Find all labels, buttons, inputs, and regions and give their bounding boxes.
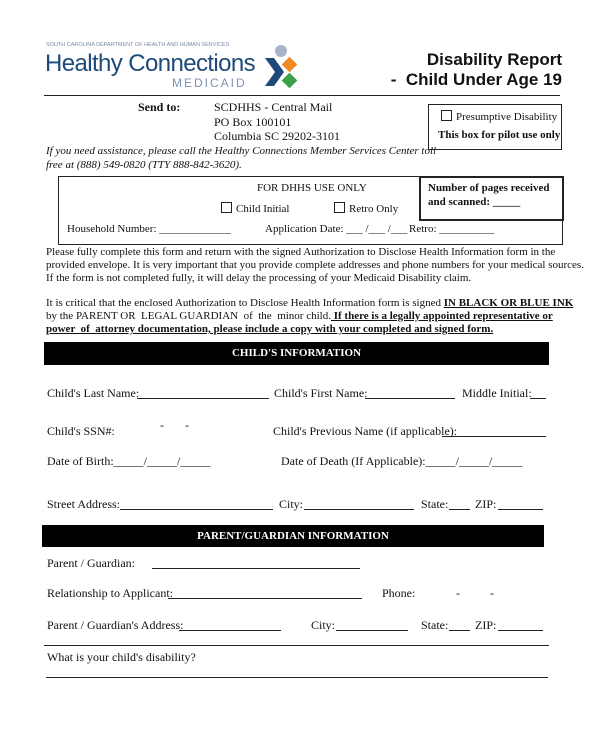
checkbox-icon [334,202,345,213]
retro-only-checkbox[interactable] [334,202,398,215]
city-field[interactable] [336,630,408,631]
child-initial-checkbox[interactable] [221,202,289,215]
dhhs-use-box [58,176,563,245]
zip-label: ZIP: [475,618,497,632]
zip-field[interactable] [498,630,543,631]
checkbox-label: Child Initial [236,203,290,215]
ink-instructions [46,297,573,309]
retro-field[interactable]: Retro: __________ [409,223,495,235]
parent-address-field[interactable] [179,630,281,631]
checkbox-label: Retro Only [349,203,399,215]
previous-name-field[interactable] [442,436,546,437]
date-of-birth-field[interactable]: Date of Birth:_____/_____/_____ [47,454,211,468]
pilot-note: This box for pilot use only [438,129,561,141]
checkbox-label: Presumptive Disability [456,111,558,123]
text: by the PARENT OR LEGAL GUARDIAN of the minor child. [46,310,331,322]
instructions-text: Please fully complete this form and return with the signed Authorization to Disclose Health Information form in the [46,246,556,258]
city-label: City: [311,618,336,632]
street-address-label: Street Address: [47,497,120,511]
middle-initial-field[interactable] [530,398,546,399]
logo-sub: MEDICAID [172,76,247,90]
state-label: State: [421,618,449,632]
zip-field[interactable] [498,509,543,510]
childs-last-name-field[interactable] [137,398,269,399]
logo-name: Healthy Connections [45,50,256,77]
relationship-label: Relationship to Applicant: [47,586,173,600]
instructions-text: If the form is not completed fully, it will delay the processing of your Medicaid Disability claim. [46,272,472,284]
phone-label: Phone: [382,586,416,600]
divider [44,95,560,96]
relationship-field[interactable] [168,598,362,599]
childs-ssn-label: Child's SSN#: [47,424,115,438]
parent-guardian-label: Parent / Guardian: [47,556,135,570]
ssn-field[interactable]: - - [160,418,189,432]
pages-field[interactable]: and scanned: _____ [428,196,521,208]
pilot-box [428,104,562,150]
pages-box [419,176,564,221]
street-address-field[interactable] [120,509,273,510]
divider [44,645,549,646]
assistance-text: free at (888) 549-0820 (TTY 888-842-3620). [46,159,242,171]
middle-initial-label: Middle Initial: [462,386,532,400]
disability-question: What is your child's disability? [47,650,196,664]
date-of-death-field[interactable]: Date of Death (If Applicable):_____/_____/_____ [281,454,523,468]
childs-first-name-field[interactable] [365,398,455,399]
emphasis: IN BLACK OR BLUE INK [443,297,574,309]
guardian-instructions [46,310,553,322]
city-label: City: [279,497,304,511]
agency-name: SOUTH CAROLINA DEPARTMENT OF HEALTH AND HUMAN SERVICES [46,42,230,48]
address-line: PO Box 100101 [214,115,292,129]
parent-guardian-header: PARENT/GUARDIAN INFORMATION [42,525,544,547]
previous-name-label: Child's Previous Name (if applicable): [273,424,458,438]
phone-field[interactable]: - - [456,586,494,600]
poa-instructions: power of attorney documentation, please include a copy with your completed and signed form. [46,323,494,335]
presumptive-disability-checkbox[interactable] [441,110,557,123]
childs-information-header: CHILD'S INFORMATION [44,342,549,365]
zip-label: ZIP: [475,497,497,511]
checkbox-icon [221,202,232,213]
parent-guardian-field[interactable] [152,568,360,569]
send-to-label: Send to: [138,100,181,114]
state-label: State: [421,497,449,511]
state-field[interactable] [449,630,470,631]
title-line-1: Disability Report [426,50,562,69]
pages-label: Number of pages received [428,182,550,194]
disability-answer-field[interactable] [46,677,548,678]
dhhs-title: FOR DHHS USE ONLY [257,182,367,194]
checkbox-icon [441,110,452,121]
city-field[interactable] [304,509,414,510]
address-line: SCDHHS - Central Mail [214,100,333,114]
parent-address-label: Parent / Guardian's Address: [47,618,184,632]
childs-last-name-label: Child's Last Name: [47,386,140,400]
logo-mark-icon [262,44,300,90]
address-line: Columbia SC 29202-3101 [214,129,341,143]
instructions-text: provided envelope. It is very important that you provide complete addresses and phone numbers for your medical sources. [46,259,584,271]
household-number-field[interactable]: Household Number: _____________ [67,223,231,235]
title-line-2: - Child Under Age 19 [390,70,562,89]
state-field[interactable] [449,509,470,510]
text: It is critical that the enclosed Authorization to Disclose Health Information form is signed [46,297,444,309]
application-date-field[interactable]: Application Date: ___ /___ /___ [265,223,408,235]
emphasis: If there is a legally appointed representative or [330,310,553,322]
assistance-text: If you need assistance, please call the Healthy Connections Member Services Center toll [46,145,437,157]
childs-first-name-label: Child's First Name: [274,386,368,400]
